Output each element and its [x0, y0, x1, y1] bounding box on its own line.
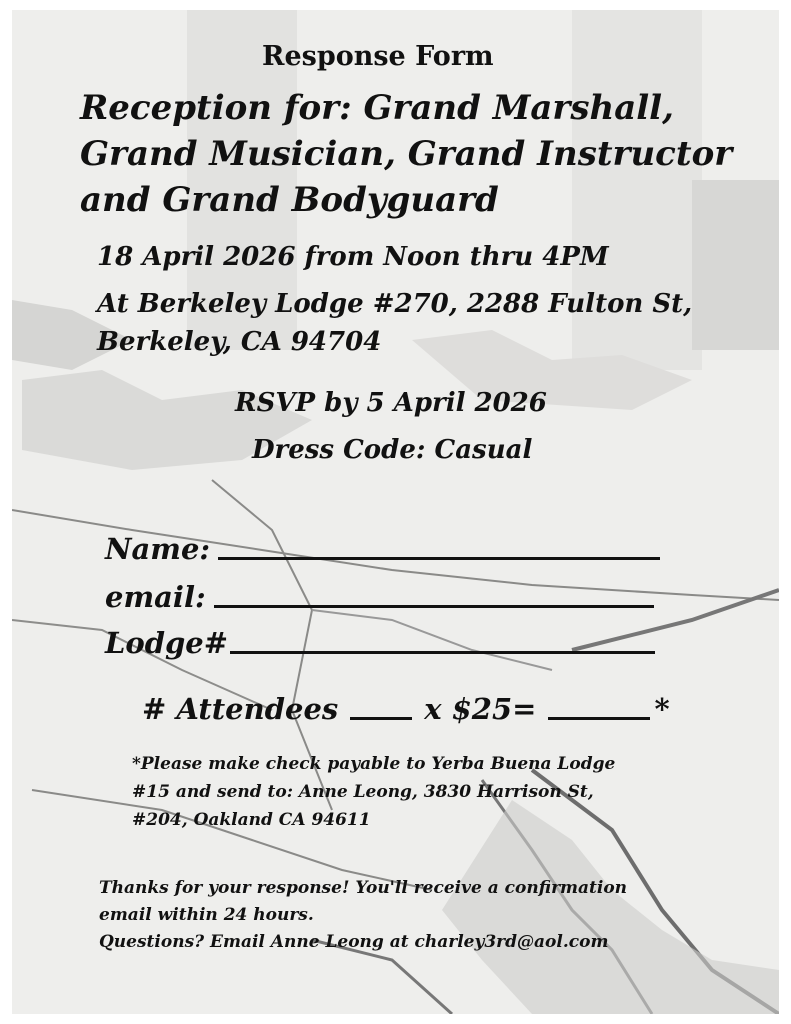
email-field[interactable] — [105, 580, 654, 614]
event-address — [97, 285, 692, 361]
rsvp-deadline: RSVP by 5 April 2026 — [235, 388, 547, 418]
event-title-line-2: Grand Musician, Grand Instructor — [80, 134, 733, 174]
footer-note — [99, 875, 627, 956]
lodge-label: Lodge# — [105, 626, 229, 660]
attendees-blank-line[interactable] — [350, 717, 412, 720]
event-title — [80, 85, 732, 223]
total-blank-line[interactable] — [548, 717, 650, 720]
dress-code: Dress Code: Casual — [252, 435, 533, 465]
payment-note-line-1: *Please make check payable to Yerba Buena Lodge — [132, 754, 616, 774]
event-address-line-2: Berkeley, CA 94704 — [97, 327, 382, 357]
asterisk-mark: * — [654, 692, 670, 726]
payment-note-line-3: #204, Oakland CA 94611 — [132, 810, 371, 830]
flyer-content — [12, 10, 779, 1014]
name-blank-line[interactable] — [218, 557, 660, 560]
event-title-line-1: Reception for: Grand Marshall, — [80, 88, 674, 128]
footer-line-3: Questions? Email Anne Leong at charley3rd@aol.com — [99, 932, 609, 952]
email-blank-line[interactable] — [214, 605, 654, 608]
payment-note-line-2: #15 and send to: Anne Leong, 3830 Harrison St, — [132, 782, 594, 802]
lodge-field[interactable] — [105, 626, 655, 660]
attendees-label: # Attendees — [142, 692, 339, 726]
event-title-line-3: and Grand Bodyguard — [80, 180, 499, 220]
footer-line-2: email within 24 hours. — [99, 905, 314, 925]
footer-line-1: Thanks for your response! You'll receive a confirmation — [99, 878, 628, 898]
event-date: 18 April 2026 from Noon thru 4PM — [97, 242, 609, 272]
form-label: Response Form — [262, 41, 494, 72]
payment-note — [132, 750, 615, 834]
name-label: Name: — [105, 532, 211, 566]
attendees-row — [142, 692, 670, 726]
lodge-blank-line[interactable] — [230, 651, 655, 654]
email-label: email: — [105, 580, 206, 614]
flyer-page — [12, 10, 779, 1014]
name-field[interactable] — [105, 532, 660, 566]
price-label: x $25= — [424, 692, 537, 726]
event-address-line-1: At Berkeley Lodge #270, 2288 Fulton St, — [97, 289, 693, 319]
